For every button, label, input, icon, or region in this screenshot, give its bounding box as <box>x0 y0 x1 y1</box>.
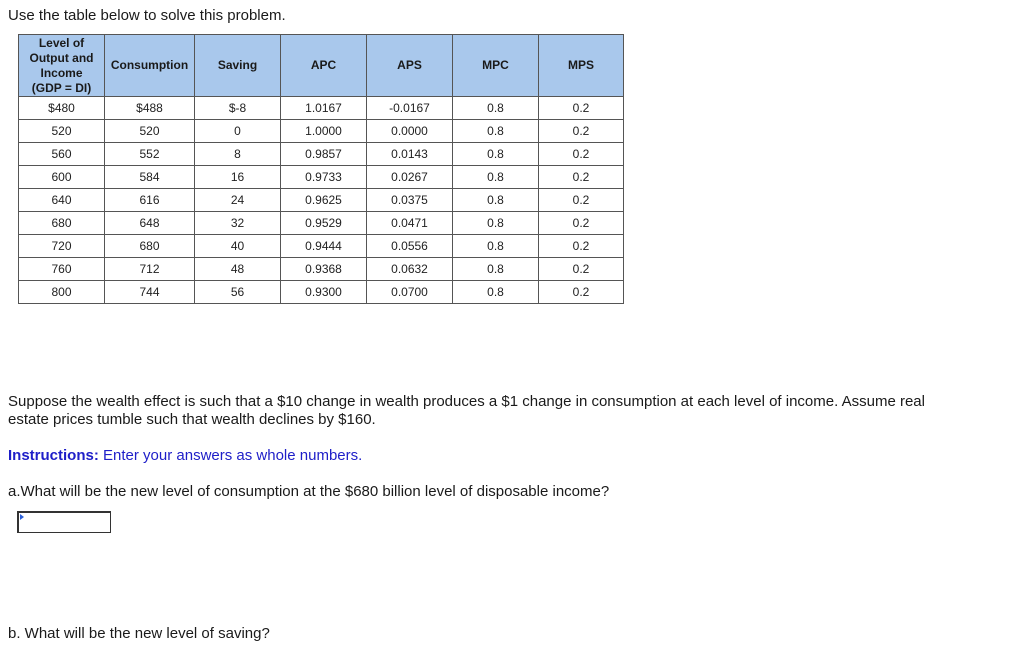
header-level-line4: (GDP = DI) <box>31 80 92 95</box>
cell-saving: 0 <box>195 120 281 143</box>
header-mps: MPS <box>539 35 624 97</box>
cell-level: 600 <box>19 166 105 189</box>
cell-mpc: 0.8 <box>453 212 539 235</box>
table-row <box>19 212 624 235</box>
cell-apc: 0.9444 <box>281 235 367 258</box>
cell-aps: -0.0167 <box>367 97 453 120</box>
table-row <box>19 281 624 304</box>
cell-apc: 0.9368 <box>281 258 367 281</box>
table-row <box>19 120 624 143</box>
table-row <box>19 189 624 212</box>
cell-aps: 0.0267 <box>367 166 453 189</box>
cell-apc: 0.9733 <box>281 166 367 189</box>
cell-aps: 0.0700 <box>367 281 453 304</box>
table-row <box>19 166 624 189</box>
cell-apc: 0.9529 <box>281 212 367 235</box>
cell-mpc: 0.8 <box>453 97 539 120</box>
cell-aps: 0.0632 <box>367 258 453 281</box>
header-level-of-output <box>19 35 105 97</box>
cell-saving: 8 <box>195 143 281 166</box>
header-level-line1: Level of <box>38 35 85 50</box>
cell-consumption: 520 <box>105 120 195 143</box>
cell-consumption: 744 <box>105 281 195 304</box>
table-header-row <box>19 35 624 97</box>
cell-mpc: 0.8 <box>453 120 539 143</box>
cell-consumption: 552 <box>105 143 195 166</box>
cell-mps: 0.2 <box>539 212 624 235</box>
cell-aps: 0.0556 <box>367 235 453 258</box>
cell-level: $480 <box>19 97 105 120</box>
cell-mps: 0.2 <box>539 281 624 304</box>
cell-mpc: 0.8 <box>453 258 539 281</box>
cell-level: 680 <box>19 212 105 235</box>
header-mpc: MPC <box>453 35 539 97</box>
cell-saving: 16 <box>195 166 281 189</box>
cell-saving: 40 <box>195 235 281 258</box>
cell-level: 720 <box>19 235 105 258</box>
cell-mpc: 0.8 <box>453 235 539 258</box>
cell-aps: 0.0000 <box>367 120 453 143</box>
header-level-line2: Output and <box>29 50 94 65</box>
question-b: b. What will be the new level of saving? <box>8 625 270 642</box>
cell-mps: 0.2 <box>539 166 624 189</box>
cell-level: 520 <box>19 120 105 143</box>
cell-aps: 0.0375 <box>367 189 453 212</box>
cell-saving: 32 <box>195 212 281 235</box>
cell-consumption: 616 <box>105 189 195 212</box>
header-consumption: Consumption <box>105 35 195 97</box>
header-aps: APS <box>367 35 453 97</box>
cell-apc: 0.9300 <box>281 281 367 304</box>
cell-saving: 56 <box>195 281 281 304</box>
cell-level: 800 <box>19 281 105 304</box>
header-apc: APC <box>281 35 367 97</box>
intro-text: Use the table below to solve this problem. <box>8 7 286 24</box>
table-row <box>19 258 624 281</box>
cell-consumption: $488 <box>105 97 195 120</box>
header-saving: Saving <box>195 35 281 97</box>
instructions-label: Instructions: <box>8 447 99 464</box>
table-row <box>19 235 624 258</box>
instructions <box>8 447 362 465</box>
cell-consumption: 648 <box>105 212 195 235</box>
consumption-saving-table <box>18 34 624 304</box>
cell-mps: 0.2 <box>539 258 624 281</box>
cell-mps: 0.2 <box>539 143 624 166</box>
input-corner-marker-icon <box>20 514 24 520</box>
cell-mpc: 0.8 <box>453 281 539 304</box>
question-a: a.What will be the new level of consumption at the $680 billion level of disposable income? <box>8 483 610 500</box>
cell-saving: $-8 <box>195 97 281 120</box>
table-row <box>19 143 624 166</box>
cell-level: 640 <box>19 189 105 212</box>
cell-mpc: 0.8 <box>453 189 539 212</box>
header-level-line3: Income <box>40 65 83 80</box>
cell-level: 560 <box>19 143 105 166</box>
cell-mps: 0.2 <box>539 189 624 212</box>
cell-consumption: 680 <box>105 235 195 258</box>
answer-a-input[interactable] <box>17 511 111 533</box>
cell-aps: 0.0471 <box>367 212 453 235</box>
cell-apc: 0.9857 <box>281 143 367 166</box>
cell-consumption: 584 <box>105 166 195 189</box>
cell-mpc: 0.8 <box>453 166 539 189</box>
cell-saving: 24 <box>195 189 281 212</box>
cell-mps: 0.2 <box>539 97 624 120</box>
problem-statement: Suppose the wealth effect is such that a $10 change in wealth produces a $1 change in consumption at each level of income. Assume real estate prices tumble such that wealth declines by $160. <box>8 393 925 428</box>
cell-apc: 1.0000 <box>281 120 367 143</box>
cell-level: 760 <box>19 258 105 281</box>
cell-saving: 48 <box>195 258 281 281</box>
table-row <box>19 97 624 120</box>
cell-apc: 1.0167 <box>281 97 367 120</box>
instructions-text: Enter your answers as whole numbers. <box>98 447 363 464</box>
cell-mps: 0.2 <box>539 120 624 143</box>
cell-consumption: 712 <box>105 258 195 281</box>
cell-mps: 0.2 <box>539 235 624 258</box>
cell-aps: 0.0143 <box>367 143 453 166</box>
cell-mpc: 0.8 <box>453 143 539 166</box>
cell-apc: 0.9625 <box>281 189 367 212</box>
